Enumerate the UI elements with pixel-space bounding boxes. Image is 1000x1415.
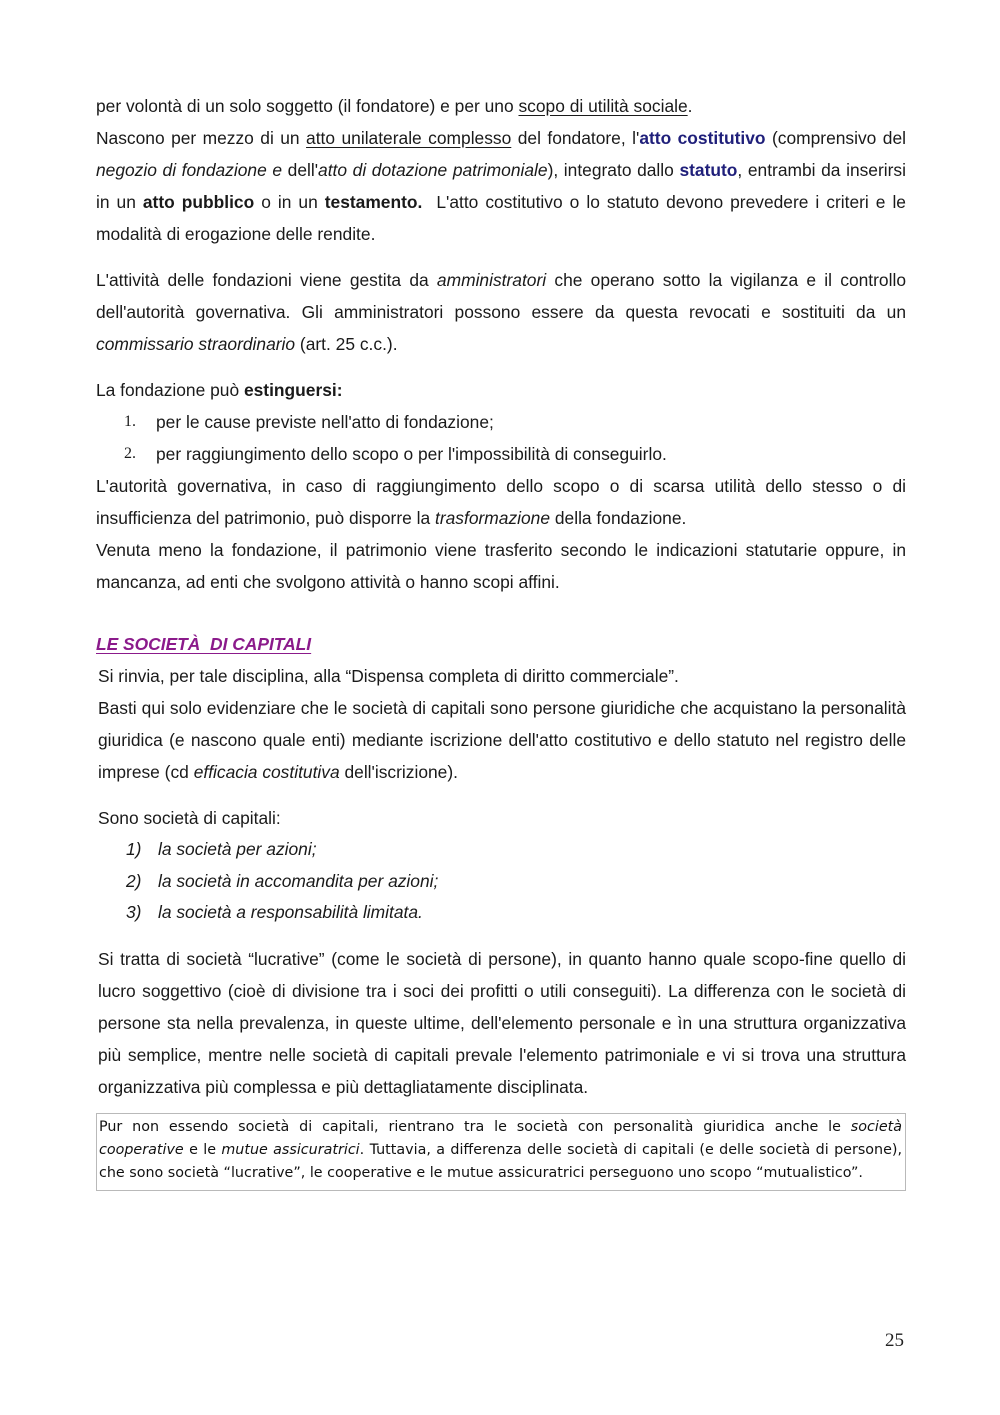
list-marker: 2.: [124, 445, 136, 462]
paragraph-patrimonio: Venuta meno la fondazione, il patrimonio viene trasferito secondo le indicazioni statutarie oppure, in mancanza, ad enti che svolgono attività o hanno scopi affini.: [96, 540, 906, 592]
text: L'attività delle fondazioni viene gestita da: [96, 270, 437, 290]
note-box: [96, 1113, 906, 1191]
paragraph-trasformazione: [96, 470, 906, 534]
italic-term: efficacia costitutiva: [193, 762, 340, 782]
list-marker: 3): [126, 902, 142, 922]
list-item: [98, 866, 906, 898]
text: Nascono per mezzo di un: [96, 128, 307, 148]
text: che operano sotto la vigilanza e il controllo dell'autorità governativa. Gli amministratori possono essere da questa revocati e sostituiti da un: [96, 270, 906, 322]
text: e le: [183, 1141, 222, 1158]
text: La fondazione può: [96, 380, 244, 400]
italic-term: amministratori: [436, 270, 547, 290]
paragraph-fondazione-scopo: [96, 90, 906, 122]
list-marker: 2): [126, 870, 142, 891]
italic-term: mutue assicuratrici: [221, 1141, 360, 1158]
text: dell'iscrizione).: [339, 762, 458, 782]
text: , entrambi da inserirsi in un: [96, 160, 906, 212]
bold-term: atto costitutivo: [639, 128, 766, 148]
underlined-term: scopo di utilità sociale: [518, 96, 688, 116]
paragraph-amministratori: [96, 264, 906, 360]
text: (comprensivo del: [765, 128, 906, 148]
italic-term: atto di dotazione patrimoniale: [318, 160, 548, 180]
italic-term: commissario straordinario: [96, 334, 296, 354]
text: ), integrato dallo: [547, 160, 680, 180]
underlined-term: atto unilaterale complesso: [306, 128, 512, 148]
paragraph-rinvio: Si rinvia, per tale disciplina, alla “Dispensa completa di diritto commerciale”.: [98, 666, 679, 686]
text: della fondazione.: [550, 508, 687, 528]
bold-term: testamento.: [324, 192, 423, 212]
list-item-text: per raggiungimento dello scopo o per l'impossibilità di conseguirlo.: [156, 444, 667, 464]
list-item-text: la società a responsabilità limitata.: [158, 902, 423, 922]
text: L'autorità governativa, in caso di raggiungimento dello scopo o di scarsa utilità dello stesso o di insufficienza del patrimonio, può disporre la: [96, 476, 906, 528]
paragraph-societa-lucrative: Si tratta di società “lucrative” (come le società di persone), in quanto hanno quale scopo-fine quello di lucro soggettivo (cioè di divisione tra i soci dei profitti o utili conseguiti). La differenza con le società di persone sta nella prevalenza, in queste ultime, dell'elemento personale e ìn una struttura organizzativa più semplice, mentre nelle società di capitali prevale l'elemento patrimoniale e vi si trova una struttura organizzativa più complessa e più dettagliatamente disciplinata.: [98, 948, 906, 1097]
list-marker: 1.: [124, 413, 136, 430]
text: .: [687, 96, 693, 116]
text: dell': [282, 160, 319, 180]
italic-term: negozio di fondazione e: [96, 160, 283, 180]
list-item-text: per le cause previste nell'atto di fondazione;: [156, 412, 494, 432]
bold-term: statuto: [679, 160, 738, 180]
page-number: 25: [885, 1330, 904, 1351]
italic-term: trasformazione: [435, 508, 551, 528]
text: o in un: [254, 192, 325, 212]
list-item-text: la società in accomandita per azioni;: [158, 870, 439, 891]
list-item: [96, 406, 906, 438]
text: per volontà di un solo soggetto (il fondatore) e per uno: [96, 96, 519, 116]
paragraph-tipi-intro: Sono società di capitali:: [98, 808, 281, 828]
list-item: [98, 897, 906, 929]
paragraph-persone-giuridiche: [98, 692, 906, 788]
list-item: [98, 834, 906, 866]
tipi-societa-list: [98, 834, 906, 929]
list-item: [96, 438, 906, 470]
bold-term: atto pubblico: [142, 192, 255, 212]
italic-term: società cooperative: [99, 1118, 902, 1158]
bold-term: estinguersi:: [243, 380, 343, 400]
estinzione-list: [96, 406, 906, 470]
text: (art. 25 c.c.).: [295, 334, 398, 354]
section-heading: LE SOCIETÀ DI CAPITALI: [96, 634, 312, 654]
text: Pur non essendo società di capitali, rientrano tra le società con personalità giuridica anche le: [99, 1118, 851, 1135]
text: L'atto costitutivo o lo statuto devono prevedere i criteri e le modalità di erogazione delle rendite.: [96, 192, 911, 244]
list-marker: 1): [126, 839, 142, 859]
document-page: [96, 90, 911, 1191]
text: . Tuttavia, a differenza delle società di capitali (e delle società di persone), che sono società “lucrative”, le cooperative e le mutue assicuratrici perseguono uno scopo “mutualistico”.: [99, 1141, 902, 1181]
text: del fondatore, l': [511, 128, 640, 148]
section-societa-capitali: [96, 660, 906, 1103]
paragraph-estinzione: [96, 374, 906, 406]
text: Basti qui solo evidenziare che le società di capitali sono persone giuridiche che acquistano la personalità giuridica (e nascono quale enti) mediante iscrizione dell'atto costitutivo e dello statuto nel registro delle imprese (cd: [98, 698, 906, 782]
list-item-text: la società per azioni;: [158, 839, 317, 859]
paragraph-atto-costitutivo: [96, 122, 911, 250]
